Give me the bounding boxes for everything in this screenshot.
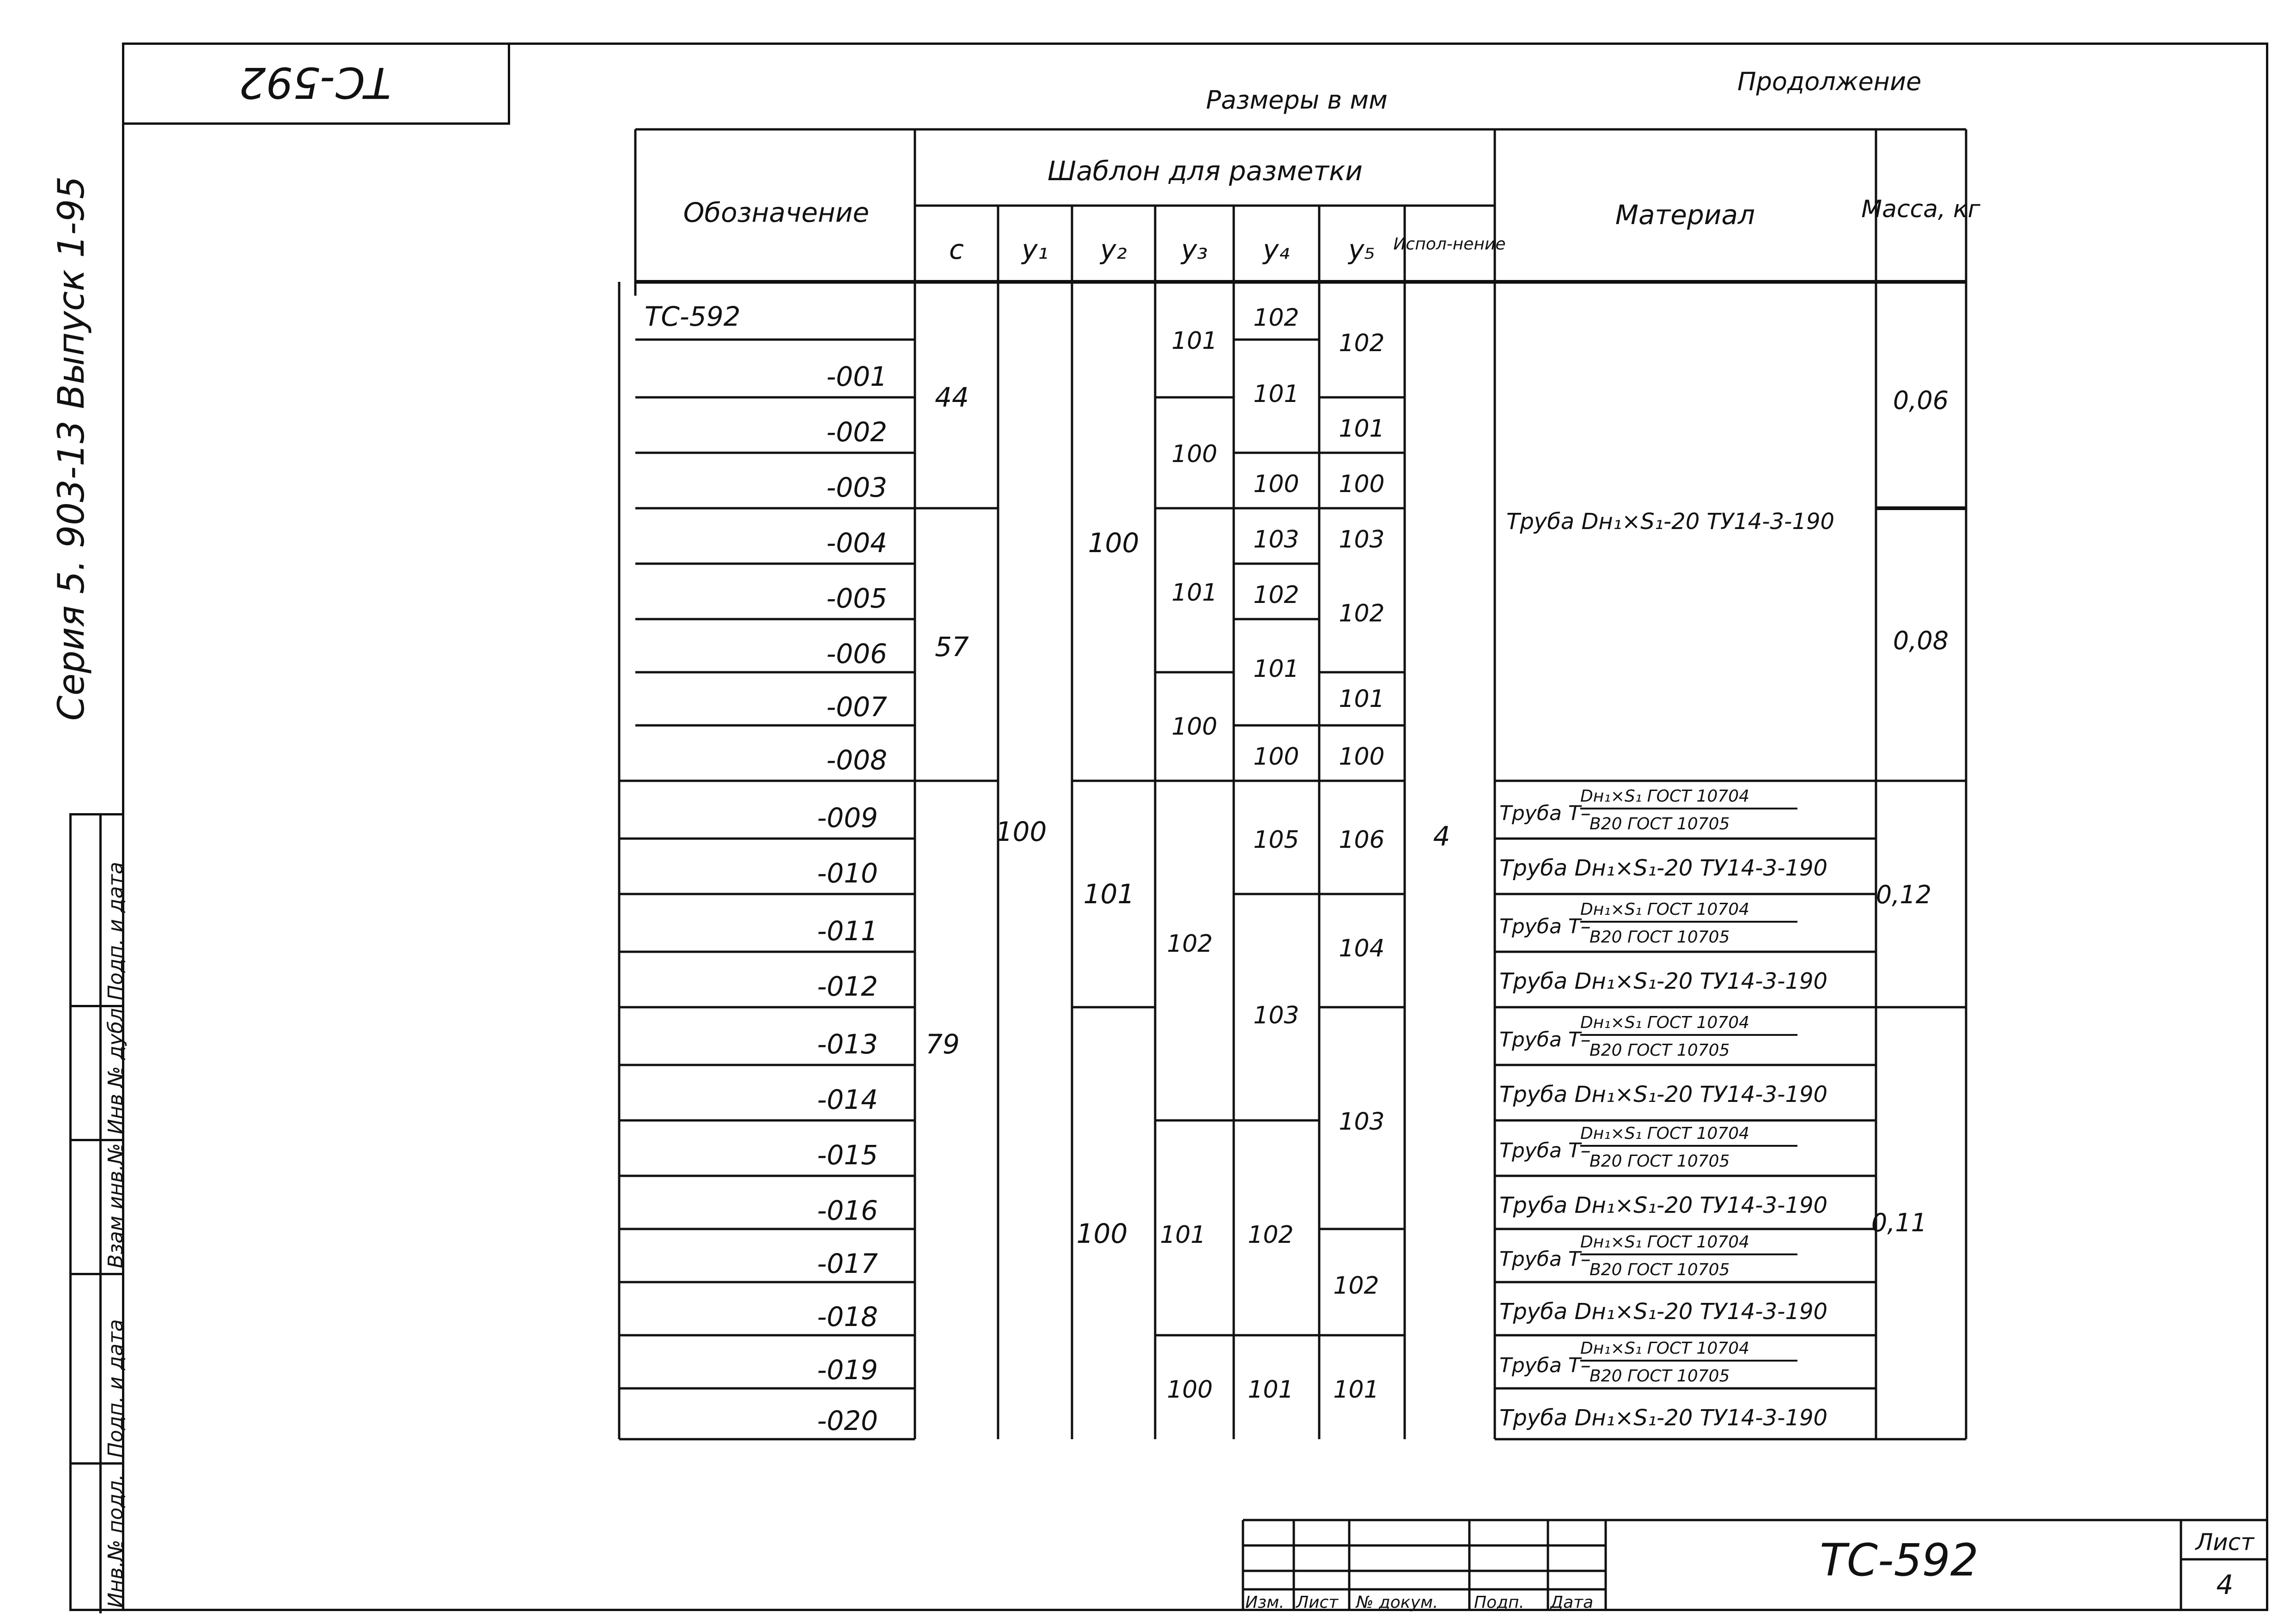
- top-stamp-code: ТС-592: [238, 58, 391, 107]
- y5-value-10: 102: [1333, 1272, 1379, 1300]
- designation-1: -001: [826, 361, 887, 392]
- header-material: Материал: [1615, 199, 1755, 231]
- svg-text:В20 ГОСТ 10705: В20 ГОСТ 10705: [1590, 815, 1730, 833]
- material-pipe-tu-main: Труба Dн₁×S₁-20 ТУ14-3-190: [1506, 509, 1835, 535]
- designation-17: -017: [817, 1248, 878, 1279]
- side-label-1: Подп. и дата: [104, 862, 128, 1000]
- header-y5: y₅: [1348, 234, 1375, 265]
- designation-14: -014: [817, 1084, 878, 1115]
- tb-sheet-label: Лист: [2195, 1529, 2254, 1556]
- y3-value-6: 100: [1167, 1376, 1213, 1404]
- material-pipe-tu-5: Труба Dн₁×S₁-20 ТУ14-3-190: [1499, 1299, 1828, 1325]
- tb-sheet-number: 4: [2216, 1569, 2234, 1600]
- y3-value-1: 100: [1171, 440, 1218, 468]
- units-caption: Размеры в мм: [1206, 85, 1388, 115]
- header-y2: y₂: [1100, 234, 1127, 265]
- header-template: Шаблон для разметки: [1048, 155, 1363, 187]
- y5-value-0: 102: [1339, 329, 1385, 357]
- y5-value-3: 103: [1339, 526, 1385, 553]
- y4-value-0: 102: [1253, 304, 1299, 332]
- designation-12: -012: [817, 971, 878, 1002]
- svg-text:Труба Т–: Труба Т–: [1499, 1028, 1591, 1052]
- mass-value-0: 0,06: [1893, 386, 1949, 415]
- material-pipe-tu-4: Труба Dн₁×S₁-20 ТУ14-3-190: [1499, 1192, 1828, 1218]
- designation-3: -003: [826, 472, 887, 503]
- material-pipe-tu-3: Труба Dн₁×S₁-20 ТУ14-3-190: [1499, 1082, 1828, 1107]
- y5-value-8: 104: [1339, 935, 1385, 962]
- designation-20: -020: [817, 1405, 878, 1436]
- y1-value: 100: [995, 816, 1047, 847]
- material-fraction-6: [1499, 1339, 1797, 1386]
- material-fraction-4: [1499, 1124, 1797, 1171]
- header-y3: y₃: [1181, 234, 1208, 265]
- designation-5: -005: [826, 583, 887, 614]
- designation-11: -011: [817, 915, 878, 947]
- designation-8: -008: [826, 744, 887, 776]
- y3-value-4: 102: [1167, 930, 1213, 958]
- svg-text:Труба Т–: Труба Т–: [1499, 802, 1591, 825]
- designation-7: -007: [826, 691, 887, 723]
- header-y1: y₁: [1022, 234, 1048, 265]
- svg-text:В20 ГОСТ 10705: В20 ГОСТ 10705: [1590, 1260, 1730, 1279]
- designation-0: ТС-592: [645, 301, 741, 332]
- material-fraction-3: [1499, 1013, 1797, 1060]
- y4-value-9: 102: [1248, 1221, 1294, 1249]
- side-label-5: Инв.№ подл.: [104, 1474, 128, 1608]
- y4-value-4: 102: [1253, 581, 1299, 609]
- y5-value-7: 106: [1339, 826, 1385, 854]
- designation-18: -018: [817, 1301, 878, 1332]
- material-pipe-tu-2: Труба Dн₁×S₁-20 ТУ14-3-190: [1499, 968, 1828, 994]
- material-fraction-5: [1499, 1233, 1797, 1279]
- side-label-4: Подп. и дата: [104, 1319, 128, 1458]
- designation-16: -016: [817, 1195, 878, 1226]
- execution-value: 4: [1433, 821, 1450, 852]
- c-value-2: 79: [926, 1028, 960, 1060]
- designation-19: -019: [817, 1354, 878, 1386]
- y4-value-10: 101: [1248, 1376, 1294, 1404]
- y5-value-4: 102: [1339, 600, 1385, 627]
- header-designation: Обозначение: [683, 197, 870, 228]
- tb-label-date: Дата: [1550, 1593, 1594, 1612]
- mass-value-2: 0,12: [1876, 880, 1932, 909]
- y2-value-2: 100: [1076, 1218, 1128, 1249]
- svg-text:В20 ГОСТ 10705: В20 ГОСТ 10705: [1590, 1367, 1730, 1386]
- y2-value-0: 100: [1088, 527, 1139, 559]
- mass-value-3: 0,11: [1871, 1208, 1927, 1237]
- svg-text:Труба Т–: Труба Т–: [1499, 1354, 1591, 1377]
- designation-13: -013: [817, 1028, 878, 1060]
- header-execution: Испол-нение: [1393, 235, 1506, 254]
- designation-4: -004: [826, 527, 887, 559]
- material-pipe-tu-1: Труба Dн₁×S₁-20 ТУ14-3-190: [1499, 855, 1828, 881]
- svg-text:Dн₁×S₁ ГОСТ 10704: Dн₁×S₁ ГОСТ 10704: [1580, 1124, 1750, 1143]
- tb-label-list: Лист: [1296, 1593, 1339, 1612]
- y3-value-3: 100: [1171, 713, 1218, 741]
- svg-text:В20 ГОСТ 10705: В20 ГОСТ 10705: [1590, 1152, 1730, 1171]
- y5-value-1: 101: [1339, 415, 1385, 443]
- y4-value-5: 101: [1253, 655, 1299, 683]
- svg-text:Dн₁×S₁ ГОСТ 10704: Dн₁×S₁ ГОСТ 10704: [1580, 787, 1750, 806]
- svg-text:Dн₁×S₁ ГОСТ 10704: Dн₁×S₁ ГОСТ 10704: [1580, 1013, 1750, 1032]
- y5-value-5: 101: [1339, 685, 1385, 713]
- tb-label-doc: № докум.: [1356, 1593, 1438, 1612]
- side-label-3: Взам инв.№: [104, 1143, 128, 1268]
- side-label-2: Инв № дубл: [104, 1008, 128, 1134]
- c-value-1: 57: [935, 631, 969, 663]
- designation-10: -010: [817, 858, 878, 889]
- y4-value-6: 100: [1253, 743, 1299, 771]
- material-pipe-tu-6: Труба Dн₁×S₁-20 ТУ14-3-190: [1499, 1405, 1828, 1431]
- y2-value-1: 101: [1083, 878, 1135, 910]
- header-c: c: [949, 234, 964, 265]
- svg-text:Dн₁×S₁ ГОСТ 10704: Dн₁×S₁ ГОСТ 10704: [1580, 900, 1750, 919]
- y4-value-2: 100: [1253, 470, 1299, 498]
- svg-text:Труба Т–: Труба Т–: [1499, 1139, 1591, 1162]
- series-label: Серия 5. 903-13 Выпуск 1-95: [51, 176, 92, 721]
- y5-value-11: 101: [1333, 1376, 1379, 1404]
- y3-value-2: 101: [1171, 579, 1218, 607]
- header-y4: y₄: [1263, 234, 1290, 265]
- svg-text:Dн₁×S₁ ГОСТ 10704: Dн₁×S₁ ГОСТ 10704: [1580, 1339, 1750, 1358]
- y3-value-0: 101: [1171, 327, 1218, 355]
- material-fraction-1: [1499, 787, 1797, 833]
- y4-value-7: 105: [1253, 826, 1299, 854]
- svg-text:В20 ГОСТ 10705: В20 ГОСТ 10705: [1590, 928, 1730, 947]
- designation-6: -006: [826, 638, 887, 669]
- svg-text:Dн₁×S₁ ГОСТ 10704: Dн₁×S₁ ГОСТ 10704: [1580, 1233, 1750, 1252]
- y5-value-6: 100: [1339, 743, 1385, 771]
- header-mass: Масса, кг: [1861, 195, 1980, 223]
- y4-value-3: 103: [1253, 526, 1299, 553]
- svg-text:В20 ГОСТ 10705: В20 ГОСТ 10705: [1590, 1041, 1730, 1060]
- tb-label-sign: Подп.: [1474, 1593, 1524, 1612]
- designation-9: -009: [817, 802, 878, 833]
- designation-2: -002: [826, 416, 887, 448]
- mass-value-1: 0,08: [1893, 626, 1949, 655]
- svg-text:Труба Т–: Труба Т–: [1499, 1247, 1591, 1271]
- c-value-0: 44: [935, 382, 969, 413]
- y3-value-5: 101: [1160, 1221, 1206, 1249]
- continuation-caption: Продолжение: [1737, 67, 1922, 96]
- material-fraction-2: [1499, 900, 1797, 947]
- y4-value-1: 101: [1253, 380, 1299, 408]
- tb-code: ТС-592: [1820, 1534, 1979, 1586]
- y5-value-9: 103: [1339, 1108, 1385, 1136]
- y4-value-8: 103: [1253, 1002, 1299, 1029]
- designation-15: -015: [817, 1139, 878, 1171]
- y5-value-2: 100: [1339, 470, 1385, 498]
- svg-text:Труба Т–: Труба Т–: [1499, 915, 1591, 938]
- tb-label-izm: Изм.: [1245, 1593, 1285, 1612]
